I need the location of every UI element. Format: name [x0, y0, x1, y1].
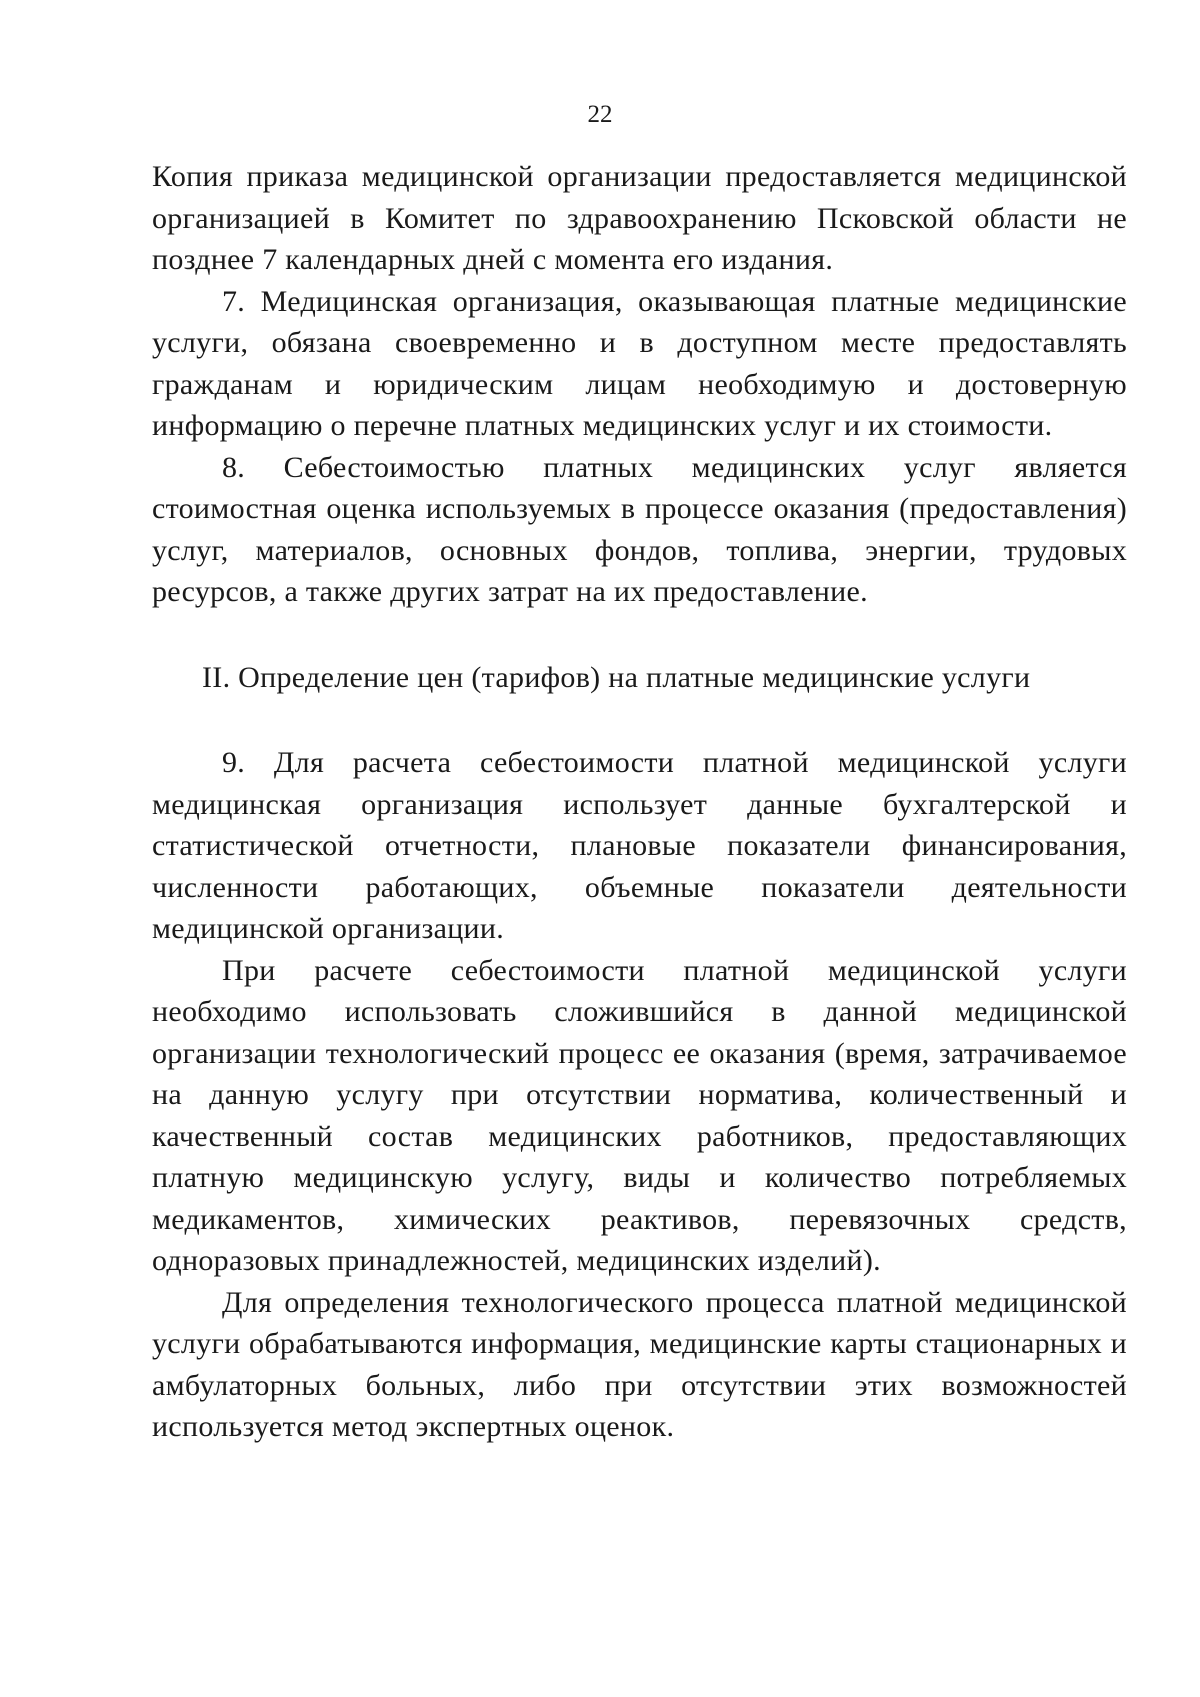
document-body — [152, 156, 1127, 1448]
paragraph-8-cost-definition: 8. Себестоимостью платных медицинских услуг является стоимостная оценка используемых в процессе оказания (предоставления) услуг, материалов, основных фондов, топлива, энергии, трудовых ресурсов, а также других затрат на их предоставление. — [152, 450, 1127, 608]
paragraph-order-copy: Копия приказа медицинской организации предоставляется медицинской организацией в Комитет по здравоохранению Псковской области не позднее 7 календарных дней с момента его издания. — [152, 160, 1127, 276]
paragraph-technological-process: При расчете себестоимости платной медицинской услуги необходимо использовать сложившийся в данной медицинской организации технологический процесс ее оказания (время, затрачиваемое на данную услугу при отсутствии норматива, количественный и качественный состав медицинских работников, предоставляющих платную медицинскую услугу, виды и количество потребляемых медикаментов, химических реактивов, перевязочных средств, одноразовых принадлежностей, медицинских изделий). — [152, 953, 1127, 1277]
paragraph-7-information-duty: 7. Медицинская организация, оказывающая платные медицинские услуги, обязана своевременно и в доступном месте предоставлять гражданам и юридическим лицам необходимую и достоверную информацию о перечне платных медицинских услуг и их стоимости. — [152, 284, 1127, 442]
paragraph-expert-assessment: Для определения технологического процесса платной медицинской услуги обрабатываются информация, медицинские карты стационарных и амбулаторных больных, либо при отсутствии этих возможностей используется метод экспертных оценок. — [152, 1285, 1127, 1443]
section-heading: II. Определение цен (тарифов) на платные медицинские услуги — [202, 660, 1031, 694]
page-number: 22 — [587, 101, 613, 128]
paragraph-9-cost-calculation: 9. Для расчета себестоимости платной медицинской услуги медицинская организация использует данные бухгалтерской и статистической отчетности, плановые показатели финансирования, численности работающих, объемные показатели деятельности медицинской организации. — [152, 746, 1127, 945]
